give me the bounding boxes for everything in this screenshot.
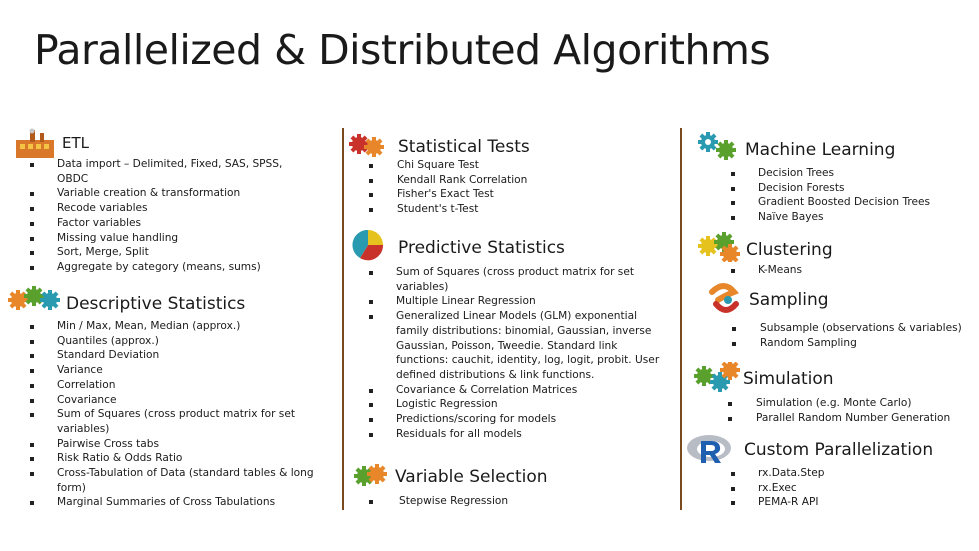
predictive-statistics-list: [396, 265, 664, 441]
etl-list: [57, 157, 297, 275]
list-item: Fisher's Exact Test: [397, 187, 647, 202]
list-item: Min / Max, Mean, Median (approx.): [57, 319, 327, 334]
list-item: Student's t-Test: [397, 202, 647, 217]
list-item: Stepwise Regression: [399, 494, 619, 509]
list-item: Chi Square Test: [397, 158, 647, 173]
list-item: Parallel Random Number Generation: [756, 411, 971, 426]
sampling-title: Sampling: [749, 290, 829, 310]
list-item: rx.Data.Step: [758, 466, 958, 481]
list-item: Residuals for all models: [396, 427, 664, 442]
list-item: Variable creation & transformation: [57, 186, 297, 201]
list-item: Quantiles (approx.): [57, 334, 327, 349]
chart-icon: [348, 228, 392, 262]
list-item: Sum of Squares (cross product matrix for set variables): [396, 265, 664, 294]
gears-icon: [692, 362, 740, 394]
list-item: Factor variables: [57, 216, 297, 231]
list-item: Sum of Squares (cross product matrix for set variables): [57, 407, 327, 436]
list-item: Missing value handling: [57, 231, 297, 246]
variable-selection-title: Variable Selection: [395, 467, 548, 487]
list-item: Risk Ratio & Odds Ratio: [57, 451, 327, 466]
factory-icon: [14, 128, 58, 160]
list-item: Kendall Rank Correlation: [397, 173, 647, 188]
list-item: Decision Trees: [758, 166, 968, 181]
list-item: Pairwise Cross tabs: [57, 437, 327, 452]
list-item: Generalized Linear Models (GLM) exponential family distributions: binomial, Gaussian, inverse Gaussian, Poisson, Tweedie. Standard link functions: cauchit, identity, log, logit, probit. User defined distributions & link functions.: [396, 309, 664, 383]
list-item: Recode variables: [57, 201, 297, 216]
page-title: Parallelized & Distributed Algorithms: [34, 26, 771, 74]
list-item: Variance: [57, 363, 327, 378]
list-item: Simulation (e.g. Monte Carlo): [756, 396, 971, 411]
etl-title: ETL: [62, 134, 89, 152]
sampling-icon: [704, 282, 744, 316]
list-item: Correlation: [57, 378, 327, 393]
list-item: rx.Exec: [758, 481, 958, 496]
custom-parallelization-list: [758, 466, 958, 510]
list-item: PEMA-R API: [758, 495, 958, 510]
list-item: Predictions/scoring for models: [396, 412, 664, 427]
descriptive-statistics-list: [57, 319, 327, 510]
predictive-statistics-title: Predictive Statistics: [398, 238, 565, 258]
sampling-list: [760, 321, 975, 350]
custom-parallelization-title: Custom Parallelization: [744, 440, 934, 460]
descriptive-statistics-title: Descriptive Statistics: [66, 294, 246, 314]
list-item: K-Means: [758, 263, 958, 278]
list-item: Naïve Bayes: [758, 210, 968, 225]
list-item: Data import – Delimited, Fixed, SAS, SPSS, OBDC: [57, 157, 297, 186]
list-item: Subsample (observations & variables): [760, 321, 975, 336]
gears-icon: [347, 130, 387, 160]
list-item: Covariance & Correlation Matrices: [396, 383, 664, 398]
list-item: Logistic Regression: [396, 397, 664, 412]
column-divider-right: [680, 128, 682, 510]
list-item: Covariance: [57, 393, 327, 408]
gears-icon: [352, 462, 388, 490]
list-item: Marginal Summaries of Cross Tabulations: [57, 495, 327, 510]
list-item: Standard Deviation: [57, 348, 327, 363]
list-item: Random Sampling: [760, 336, 975, 351]
list-item: Aggregate by category (means, sums): [57, 260, 297, 275]
machine-learning-list: [758, 166, 968, 225]
simulation-list: [756, 396, 971, 425]
list-item: Cross-Tabulation of Data (standard tables & long form): [57, 466, 327, 495]
r-logo-icon: [685, 432, 733, 466]
statistical-tests-title: Statistical Tests: [398, 137, 530, 157]
column-divider-left: [342, 128, 344, 510]
gears-icon: [694, 128, 742, 164]
gears-icon: [6, 284, 62, 314]
gears-icon: [696, 230, 740, 262]
list-item: Multiple Linear Regression: [396, 294, 664, 309]
list-item: Gradient Boosted Decision Trees: [758, 195, 968, 210]
statistical-tests-list: [397, 158, 647, 217]
machine-learning-title: Machine Learning: [745, 140, 896, 160]
variable-selection-list: [399, 494, 619, 509]
simulation-title: Simulation: [743, 369, 834, 389]
clustering-list: [758, 263, 958, 278]
clustering-title: Clustering: [746, 240, 833, 260]
list-item: Decision Forests: [758, 181, 968, 196]
list-item: Sort, Merge, Split: [57, 245, 297, 260]
